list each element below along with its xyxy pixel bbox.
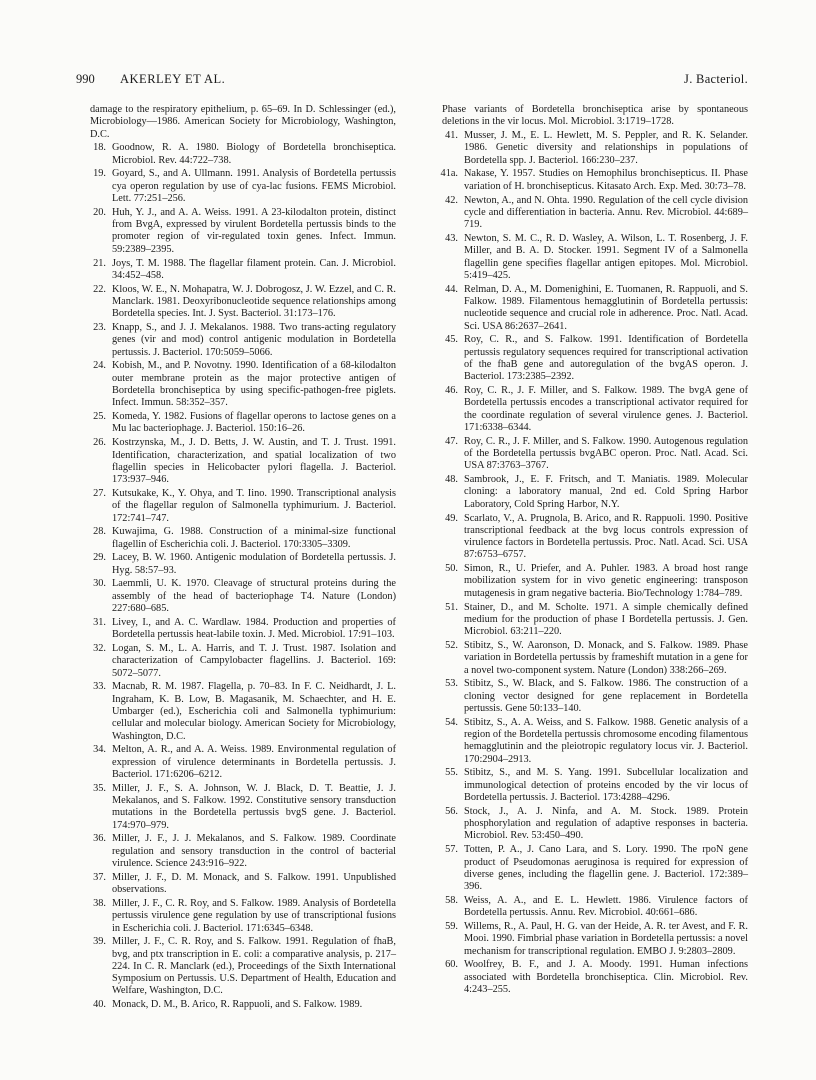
reference-entry (76, 142, 396, 167)
reference-text: Nakase, Y. 1957. Studies on Hemophilus bronchisepticus. II. Phase variation of H. bronchisepticus. Kitasato Arch. Exp. Med. 30:73–78. (464, 168, 748, 192)
reference-number: 28. (93, 526, 106, 538)
reference-entry (428, 895, 748, 920)
reference-number: 23. (93, 322, 106, 334)
reference-continuation (428, 104, 748, 129)
reference-entry (76, 898, 396, 935)
reference-number: 48. (445, 474, 458, 486)
reference-text: Sambrook, J., E. F. Fritsch, and T. Maniatis. 1989. Molecular cloning: a laboratory manual, 2nd ed. Cold Spring Harbor Laboratory, Cold Spring Harbor, N.Y. (464, 474, 748, 510)
reference-number: 39. (93, 936, 106, 948)
reference-entry (428, 959, 748, 996)
reference-text: Stibitz, S., W. Black, and S. Falkow. 1986. The construction of a cloning vector designed for gene replacement in Bordetella pertussis. Gene 50:133–140. (464, 678, 748, 714)
reference-text: Melton, A. R., and A. A. Weiss. 1989. Environmental regulation of expression of virulence determinants in Bordetella pertussis. J. Bacteriol. 171:6206–6212. (112, 744, 396, 780)
reference-number: 36. (93, 833, 106, 845)
reference-entry (76, 437, 396, 486)
reference-number: 19. (93, 168, 106, 180)
reference-text: Monack, D. M., B. Arico, R. Rappuoli, and S. Falkow. 1989. (112, 999, 363, 1011)
reference-number: 55. (445, 767, 458, 779)
reference-text: Miller, J. F., D. M. Monack, and S. Falkow. 1991. Unpublished observations. (112, 871, 396, 896)
reference-number: 41a. (440, 168, 458, 180)
reference-continuation (76, 104, 396, 141)
reference-number: 27. (93, 487, 106, 499)
reference-text: Roy, C. R., J. F. Miller, and S. Falkow. 1989. The bvgA gene of Bordetella pertussis encodes a transcriptional activator required for the coordinate regulation of several virulence genes. J. Bacteriol. 171:6338–6344. (464, 385, 748, 433)
reference-text: Relman, D. A., M. Domenighini, E. Tuomanen, R. Rappuoli, and S. Falkow. 1989. Filamentous hemagglutinin of Bordetella pertussis: nucleotide sequence and crucial role in adherence. Proc. Natl. Acad. Sci. USA 86:2637–2641. (464, 283, 748, 332)
reference-text: Miller, J. F., J. J. Mekalanos, and S. Falkow. 1989. Coordinate regulation and sensory transduction in the control of bacterial virulence. Science 243:916–922. (112, 833, 396, 870)
reference-number: 25. (93, 411, 106, 423)
reference-entry (76, 207, 396, 256)
reference-entry (428, 168, 748, 193)
reference-text: Willems, R., A. Paul, H. G. van der Heide, A. R. ter Avest, and F. R. Mooi. 1990. Fimbrial phase variation in Bordetella pertussis: a novel mechanism for transcriptional regulation. EMBO J. 9:2803–2809. (464, 921, 748, 957)
reference-entry (428, 233, 748, 282)
reference-entry (428, 130, 748, 167)
reference-text: Stibitz, S., and M. S. Yang. 1991. Subcellular localization and immunological detection of proteins encoded by the vir locus of Bordetella pertussis. J. Bacteriol. 173:4288–4296. (464, 767, 748, 804)
reference-entry (76, 999, 396, 1011)
reference-number: 54. (445, 716, 458, 728)
reference-number: 56. (445, 805, 458, 817)
reference-entry (76, 833, 396, 870)
reference-text: Scarlato, V., A. Prugnola, B. Arico, and R. Rappuoli. 1990. Positive transcriptional feedback at the bvg locus controls expression of virulence factors in Bordetella pertussis. Proc. Natl. Acad. Sci. USA 87:6753–6757. (464, 512, 748, 561)
reference-entry (76, 360, 396, 409)
reference-number: 22. (93, 283, 106, 295)
running-title: AKERLEY ET AL. (120, 72, 226, 86)
reference-entry (76, 681, 396, 742)
reference-number: 29. (93, 552, 106, 564)
reference-number: 43. (445, 232, 458, 244)
page-number: 990 (76, 72, 95, 86)
reference-number: 57. (445, 844, 458, 856)
reference-number: 18. (93, 142, 106, 154)
reference-text: Newton, A., and N. Ohta. 1990. Regulation of the cell cycle division cycle and differentiation in bacteria. Annu. Rev. Microbiol. 44:689–719. (464, 194, 748, 231)
reference-text: Phase variants of Bordetella bronchiseptica arise by spontaneous deletions in the vir locus. Mol. Microbiol. 3:1719–1728. (442, 104, 748, 128)
reference-entry (428, 678, 748, 715)
reference-number: 20. (93, 206, 106, 218)
reference-number: 52. (445, 639, 458, 651)
reference-text: Goodnow, R. A. 1980. Biology of Bordetella bronchiseptica. Microbiol. Rev. 44:722–738. (112, 142, 396, 166)
reference-entry (76, 617, 396, 642)
reference-entry (76, 872, 396, 897)
reference-entry (76, 936, 396, 997)
reference-number: 50. (445, 563, 458, 575)
reference-text: Goyard, S., and A. Ullmann. 1991. Analysis of Bordetella pertussis cya operon regulation by use of cya-lac fusions. FEMS Microbiol. Lett. 77:251–256. (112, 168, 396, 205)
reference-entry (428, 806, 748, 843)
reference-entry (428, 513, 748, 562)
page-header (76, 72, 748, 92)
reference-entry (76, 258, 396, 283)
reference-text: Musser, J. M., E. L. Hewlett, M. S. Peppler, and R. K. Selander. 1986. Genetic diversity and relationships in populations of Bordetella spp. J. Bacteriol. 166:230–237. (464, 130, 748, 166)
reference-entry (428, 767, 748, 804)
reference-text: Komeda, Y. 1982. Fusions of flagellar operons to lactose genes on a Mu lac bacteriophage. J. Bacteriol. 150:16–26. (112, 411, 396, 435)
reference-text: Weiss, A. A., and E. L. Hewlett. 1986. Virulence factors of Bordetella pertussis. Annu. Rev. Microbiol. 40:661–686. (464, 894, 748, 919)
reference-number: 51. (445, 601, 458, 613)
reference-entry (428, 474, 748, 511)
reference-text: Roy, C. R., and S. Falkow. 1991. Identification of Bordetella pertussis regulatory sequences required for transcriptional activation of the fhaB gene and autoregulation of the bvgAS operon. J. Bacteriol. 173:2385–2392. (464, 334, 748, 383)
reference-entry (76, 284, 396, 321)
reference-number: 26. (93, 437, 106, 449)
reference-text: damage to the respiratory epithelium, p. 65–69. In D. Schlessinger (ed.), Microbiology—1986. American Society for Microbiology, Washington, D.C. (90, 104, 396, 140)
reference-number: 32. (93, 642, 106, 654)
reference-text: Totten, P. A., J. Cano Lara, and S. Lory. 1990. The rpoN gene product of Pseudomonas aeruginosa is required for expression of diverse genes, including the flagellin gene. J. Bacteriol. 172:389–396. (464, 844, 748, 893)
reference-text: Miller, J. F., C. R. Roy, and S. Falkow. 1989. Analysis of Bordetella pertussis virulence gene regulation by use of transcriptional fusions in Escherichia coli. J. Bacteriol. 171:6345–6348. (112, 897, 396, 934)
reference-number: 49. (445, 512, 458, 524)
reference-entry (76, 643, 396, 680)
reference-number: 38. (93, 897, 106, 909)
reference-text: Knapp, S., and J. J. Mekalanos. 1988. Two trans-acting regulatory genes (vir and mod) control antigenic modulation in Bordetella pertussis. J. Bacteriol. 170:5059–5066. (112, 322, 396, 358)
reference-number: 58. (445, 894, 458, 906)
reference-number: 53. (445, 678, 458, 690)
reference-entry (428, 640, 748, 677)
reference-entry (428, 844, 748, 893)
reference-text: Joys, T. M. 1988. The flagellar filament protein. Can. J. Microbiol. 34:452–458. (112, 257, 396, 281)
reference-text: Kloos, W. E., N. Mohapatra, W. J. Dobrogosz, J. W. Ezzel, and C. R. Manclark. 1981. Deoxyribonucleotide sequence relationships among Bordetella species. Int. J. Syst. Bacteriol. 31:173–176. (112, 283, 396, 320)
reference-text: Miller, J. F., S. A. Johnson, W. J. Black, D. T. Beattie, J. J. Mekalanos, and S. Falkow. 1992. Constitutive sensory transduction mutations in the Bordetella pertussis bvgS gene. J. Bacteriol. 174:970–979. (112, 782, 396, 831)
references-right-column (428, 104, 748, 998)
references-left-column (76, 104, 396, 1013)
reference-number: 42. (445, 194, 458, 206)
reference-text: Kostrzynska, M., J. D. Betts, J. W. Austin, and T. J. Trust. 1991. Identification, characterization, and spatial localization of two flagellin species in Helicobacter pylori flagella. J. Bacteriol. 173:937–946. (112, 437, 396, 486)
reference-number: 21. (93, 257, 106, 269)
reference-number: 44. (445, 283, 458, 295)
reference-entry (428, 563, 748, 600)
reference-entry (76, 578, 396, 615)
reference-number: 31. (93, 616, 106, 628)
reference-entry (428, 602, 748, 639)
reference-entry (428, 284, 748, 333)
reference-text: Logan, S. M., L. A. Harris, and T. J. Trust. 1987. Isolation and characterization of Campylobacter flagellins. J. Bacteriol. 169: 5072–5077. (112, 642, 396, 679)
reference-entry (76, 168, 396, 205)
reference-number: 33. (93, 681, 106, 693)
reference-entry (76, 411, 396, 436)
reference-entry (428, 436, 748, 473)
reference-number: 30. (93, 578, 106, 590)
reference-text: Kobish, M., and P. Novotny. 1990. Identification of a 68-kilodalton outer membrane protein as the major protective antigen of Bordetella bronchiseptica by using specific-pathogen-free piglets. Infect. Immun. 58:352–357. (112, 360, 396, 409)
reference-entry (428, 334, 748, 383)
reference-text: Woolfrey, B. F., and J. A. Moody. 1991. Human infections associated with Bordetella bronchiseptica. Clin. Microbiol. Rev. 4:243–255. (464, 959, 748, 995)
reference-text: Roy, C. R., J. F. Miller, and S. Falkow. 1990. Autogenous regulation of the Bordetella pertussis bvgABC operon. Proc. Natl. Acad. Sci. USA 87:3763–3767. (464, 435, 748, 472)
reference-number: 60. (445, 959, 458, 971)
reference-text: Kuwajima, G. 1988. Construction of a minimal-size functional flagellin of Escherichia coli. J. Bacteriol. 170:3305–3309. (112, 526, 396, 550)
reference-text: Stibitz, S., A. A. Weiss, and S. Falkow. 1988. Genetic analysis of a region of the Bordetella pertussis chromosome encoding filamentous hemagglutinin and the pleiotropic regulatory locus vir. J. Bacteriol. 170:2904–2913. (464, 716, 748, 765)
reference-number: 59. (445, 921, 458, 932)
reference-entry (428, 385, 748, 434)
reference-number: 46. (445, 385, 458, 397)
reference-number: 45. (445, 334, 458, 346)
reference-entry (76, 526, 396, 551)
reference-text: Stibitz, S., W. Aaronson, D. Monack, and S. Falkow. 1989. Phase variation in Bordetella pertussis by frameshift mutation in a gene for a novel two-component system. Nature (London) 338:266–269. (464, 639, 748, 676)
reference-entry (76, 552, 396, 577)
reference-text: Huh, Y. J., and A. A. Weiss. 1991. A 23-kilodalton protein, distinct from BvgA, expressed by virulent Bordetella pertussis binds to the promoter region of vir-regulated toxin genes. Infect. Immun. 59:2389–2395. (112, 206, 396, 255)
reference-text: Lacey, B. W. 1960. Antigenic modulation of Bordetella pertussis. J. Hyg. 58:57–93. (112, 552, 396, 576)
reference-text: Laemmli, U. K. 1970. Cleavage of structural proteins during the assembly of the head of bacteriophage T4. Nature (London) 227:680–685. (112, 578, 396, 615)
reference-entry (428, 921, 748, 958)
reference-text: Stock, J., A. J. Ninfa, and A. M. Stock. 1989. Protein phosphorylation and regulation of adaptive responses in bacteria. Microbiol. Rev. 53:450–490. (464, 805, 748, 842)
reference-number: 40. (93, 999, 106, 1011)
reference-number: 34. (93, 744, 106, 756)
reference-number: 24. (93, 360, 106, 372)
reference-text: Macnab, R. M. 1987. Flagella, p. 70–83. In F. C. Neidhardt, J. L. Ingraham, K. B. Low, B. Magasanik, M. Schaechter, and H. E. Umbarger (ed.), Escherichia coli and Salmonella typhimurium: cellular and molecular biology. American Society for Microbiology, Washington, D.C. (112, 681, 396, 742)
reference-entry (428, 195, 748, 232)
reference-text: Miller, J. F., C. R. Roy, and S. Falkow. 1991. Regulation of fhaB, bvg, and ptx transcription in E. coli: a comparative analysis, p. 217–224. In C. R. Manclark (ed.), Proceedings of the Sixth International Symposium on Pertussis. U.S. Department of Health, Education and Welfare, Washington, D.C. (112, 936, 396, 997)
journal-name: J. Bacteriol. (684, 72, 748, 86)
reference-number: 37. (93, 871, 106, 883)
reference-number: 35. (93, 782, 106, 794)
reference-text: Newton, S. M. C., R. D. Wasley, A. Wilson, L. T. Rosenberg, J. F. Miller, and B. A. D. Stocker. 1991. Segment IV of a Salmonella flagellin gene specifies flagellar antigen epitopes. Mol. Microbiol. 5:419–425. (464, 232, 748, 281)
reference-text: Livey, I., and A. C. Wardlaw. 1984. Production and properties of Bordetella pertussis heat-labile toxin. J. Med. Microbiol. 17:91–103. (112, 616, 396, 641)
reference-number: 41. (445, 130, 458, 142)
reference-entry (76, 322, 396, 359)
reference-text: Simon, R., U. Priefer, and A. Puhler. 1983. A broad host range mobilization system for in vivo genetic engineering: transposon mutagenesis in gram negative bacteria. Bio/Technology 1:784–789. (464, 563, 748, 599)
reference-entry (76, 488, 396, 525)
reference-entry (76, 744, 396, 781)
reference-text: Kutsukake, K., Y. Ohya, and T. Iino. 1990. Transcriptional analysis of the flagellar regulon of Salmonella typhimurium. J. Bacteriol. 172:741–747. (112, 487, 396, 524)
reference-entry (76, 783, 396, 832)
reference-text: Stainer, D., and M. Scholte. 1971. A simple chemically defined medium for the production of phase I Bordetella pertussis. J. Gen. Microbiol. 63:211–220. (464, 601, 748, 638)
reference-number: 47. (445, 435, 458, 447)
reference-entry (428, 717, 748, 766)
